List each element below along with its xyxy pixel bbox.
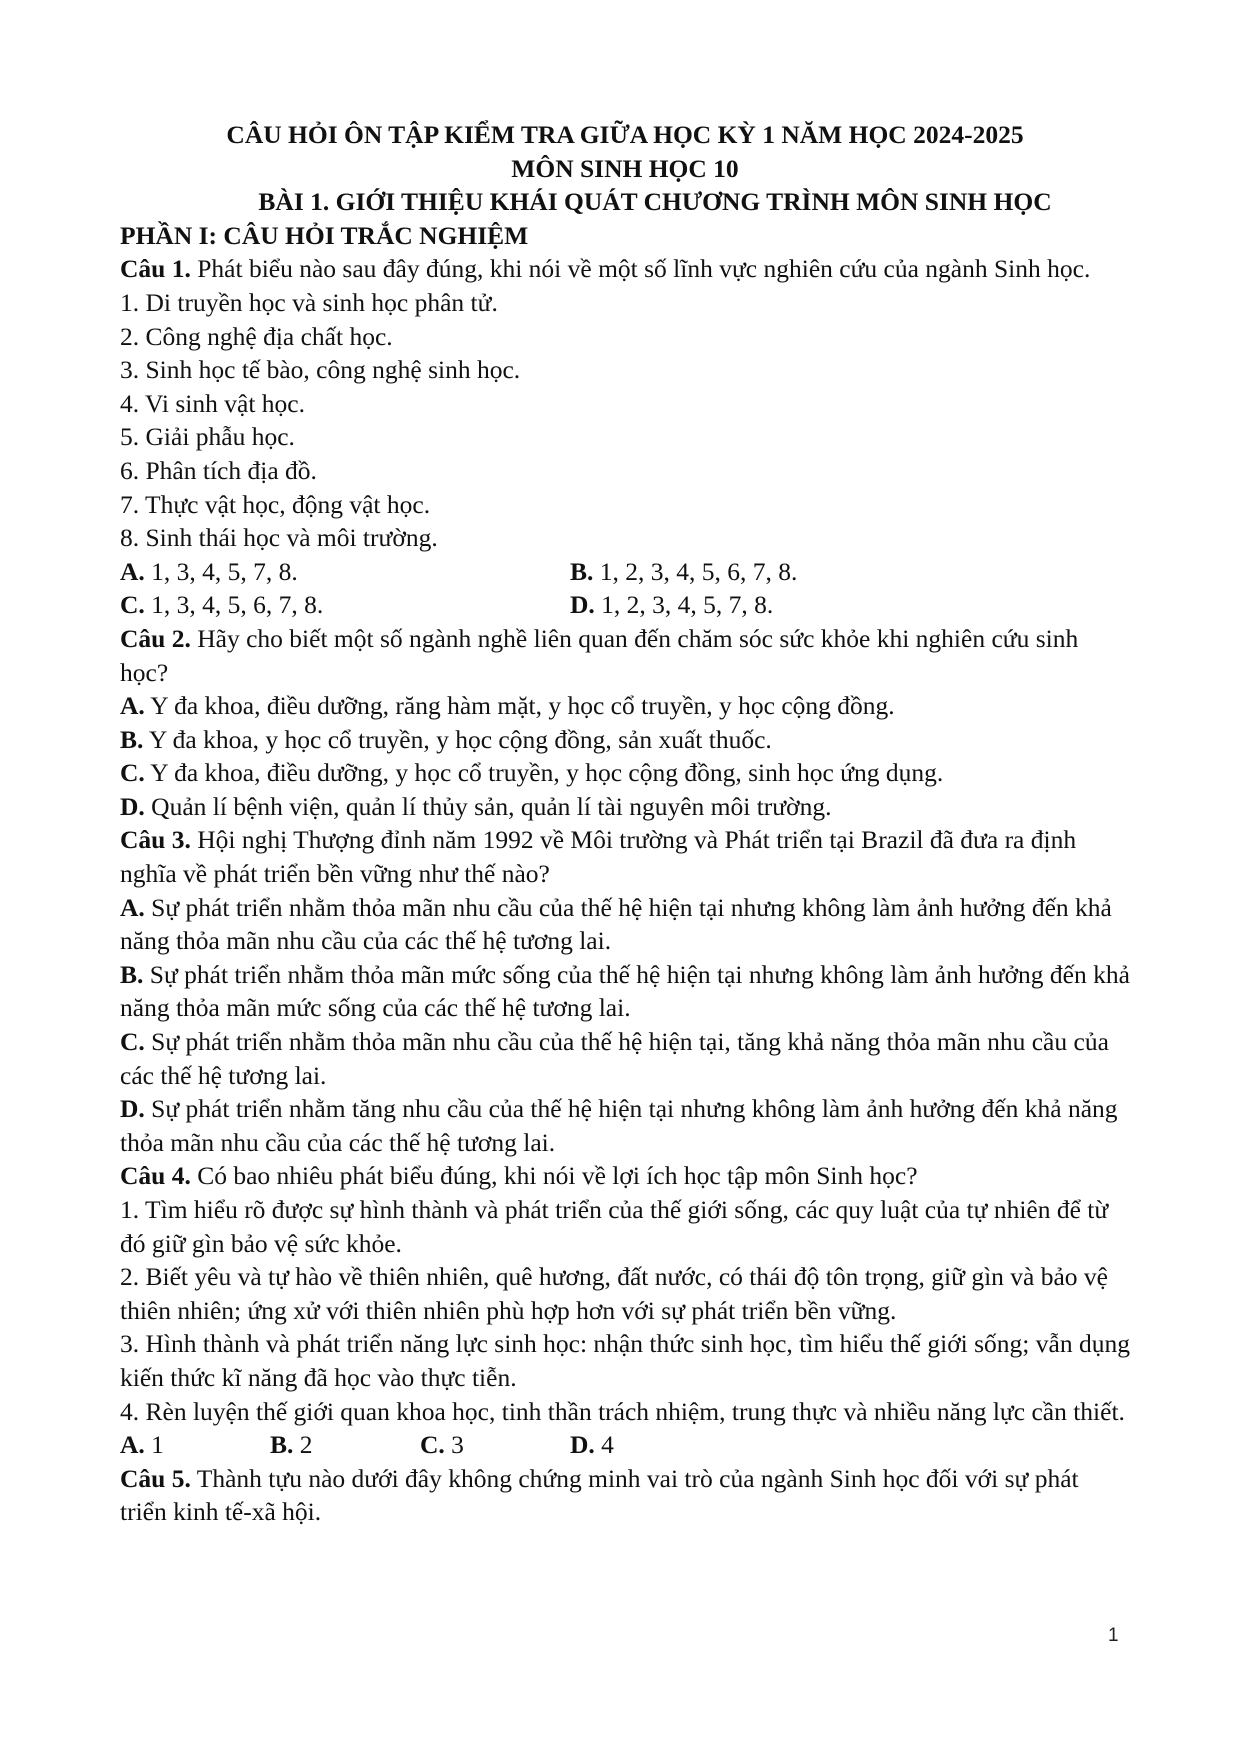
option-a: A. 1, 3, 4, 5, 7, 8. [120,556,298,586]
question-2 [120,622,1130,689]
question-4-item: 3. Hình thành và phát triển năng lực sinh học: nhận thức sinh học, tìm hiểu thế giới sống; vẫn dụng kiến thức kĩ năng đã học vào thực tiễn. [120,1329,1130,1392]
question-1-item: 6. Phân tích địa đồ. [120,455,317,485]
option-c: C. Y đa khoa, điều dưỡng, y học cổ truyền, y học cộng đồng, sinh học ứng dụng. [120,758,944,788]
option-b: B. 1, 2, 3, 4, 5, 6, 7, 8. [570,556,798,586]
option-a: A. 1 [120,1430,164,1460]
question-5-label: Câu 5. [120,1463,191,1493]
question-5-text: Thành tựu nào dưới đây không chứng minh vai trò của ngành Sinh học đối với sự phát triển kinh tế-xã hội. [120,1463,1079,1527]
question-1-label: Câu 1. [120,254,191,284]
question-4-options-row [120,1428,1130,1462]
question-1-options-row [120,588,1130,622]
question-4 [120,1159,1130,1193]
question-1-item: 1. Di truyền học và sinh học phân tử. [120,287,498,317]
question-2-label: Câu 2. [120,623,191,653]
option-c: C. 1, 3, 4, 5, 6, 7, 8. [120,590,324,620]
lesson-title: BÀI 1. GIỚI THIỆU KHÁI QUÁT CHƯƠNG TRÌNH MÔN SINH HỌC [258,187,1052,217]
question-1 [120,252,1130,286]
question-4-item: 1. Tìm hiểu rõ được sự hình thành và phát triển của thế giới sống, các quy luật của tự nhiên để từ đó giữ gìn bảo vệ sức khỏe. [120,1195,1109,1258]
option-b: B. Sự phát triển nhằm thỏa mãn mức sống của thế hệ hiện tại nhưng không làm ảnh hưởng đến khả năng thỏa mãn mức sống của các thế hệ tương lai. [120,959,1130,1023]
question-1-text: Phát biểu nào sau đây đúng, khi nói về một số lĩnh vực nghiên cứu của ngành Sinh học. [190,254,1091,284]
option-d: D. 4 [570,1430,614,1460]
subject-title: MÔN SINH HỌC 10 [511,153,739,183]
part-heading: PHẦN I: CÂU HỎI TRẮC NGHIỆM [120,220,529,250]
question-5 [120,1462,1130,1529]
option-a: A. Y đa khoa, điều dưỡng, răng hàm mặt, y học cổ truyền, y học cộng đồng. [120,691,895,721]
question-3 [120,823,1130,890]
document-title: CÂU HỎI ÔN TẬP KIỂM TRA GIỮA HỌC KỲ 1 NĂM HỌC 2024-2025 [226,120,1024,149]
option-c: C. Sự phát triển nhằm thỏa mãn nhu cầu của thế hệ hiện tại, tăng khả năng thỏa mãn nhu cầu của các thế hệ tương lai. [120,1027,1109,1090]
question-1-item: 7. Thực vật học, động vật học. [120,489,431,519]
page-content [120,118,1130,1529]
question-1-item: 4. Vi sinh vật học. [120,388,305,418]
question-4-text: Có bao nhiêu phát biểu đúng, khi nói về lợi ích học tập môn Sinh học? [190,1161,918,1191]
option-d: D. 1, 2, 3, 4, 5, 7, 8. [570,590,774,620]
question-3-label: Câu 3. [120,825,191,855]
option-b: B. 2 [270,1430,313,1460]
page-number: 1 [1108,1625,1119,1646]
question-4-label: Câu 4. [120,1161,191,1191]
option-c: C. 3 [420,1430,464,1460]
option-b: B. Y đa khoa, y học cổ truyền, y học cộng đồng, sản xuất thuốc. [120,724,772,754]
question-2-text: Hãy cho biết một số ngành nghề liên quan đến chăm sóc sức khỏe khi nghiên cứu sinh học? [120,623,1079,687]
question-1-item: 8. Sinh thái học và môi trường. [120,523,438,553]
question-1-item: 2. Công nghệ địa chất học. [120,321,393,351]
question-3-text: Hội nghị Thượng đỉnh năm 1992 về Môi trường và Phát triển tại Brazil đã đưa ra định nghĩa về phát triển bền vững như thế nào? [120,825,1077,889]
question-1-item: 5. Giải phẫu học. [120,422,295,452]
option-d: D. Quản lí bệnh viện, quản lí thủy sản, quản lí tài nguyên môi trường. [120,791,832,821]
option-a: A. Sự phát triển nhằm thỏa mãn nhu cầu của thế hệ hiện tại nhưng không làm ảnh hưởng đến khả năng thỏa mãn nhu cầu của các thế hệ tương lai. [120,892,1112,956]
option-d: D. Sự phát triển nhằm tăng nhu cầu của thế hệ hiện tại nhưng không làm ảnh hưởng đến khả năng thỏa mãn nhu cầu của các thế hệ tương lai. [120,1094,1118,1157]
question-4-item: 2. Biết yêu và tự hào về thiên nhiên, quê hương, đất nước, có thái độ tôn trọng, giữ gìn và bảo vệ thiên nhiên; ứng xử với thiên nhiên phù hợp hơn với sự phát triển bền vững. [120,1262,1109,1325]
question-1-options-row [120,555,1130,589]
question-1-item: 3. Sinh học tế bào, công nghệ sinh học. [120,355,521,385]
question-4-item: 4. Rèn luyện thế giới quan khoa học, tinh thần trách nhiệm, trung thực và nhiều năng lực cần thiết. [120,1396,1125,1426]
